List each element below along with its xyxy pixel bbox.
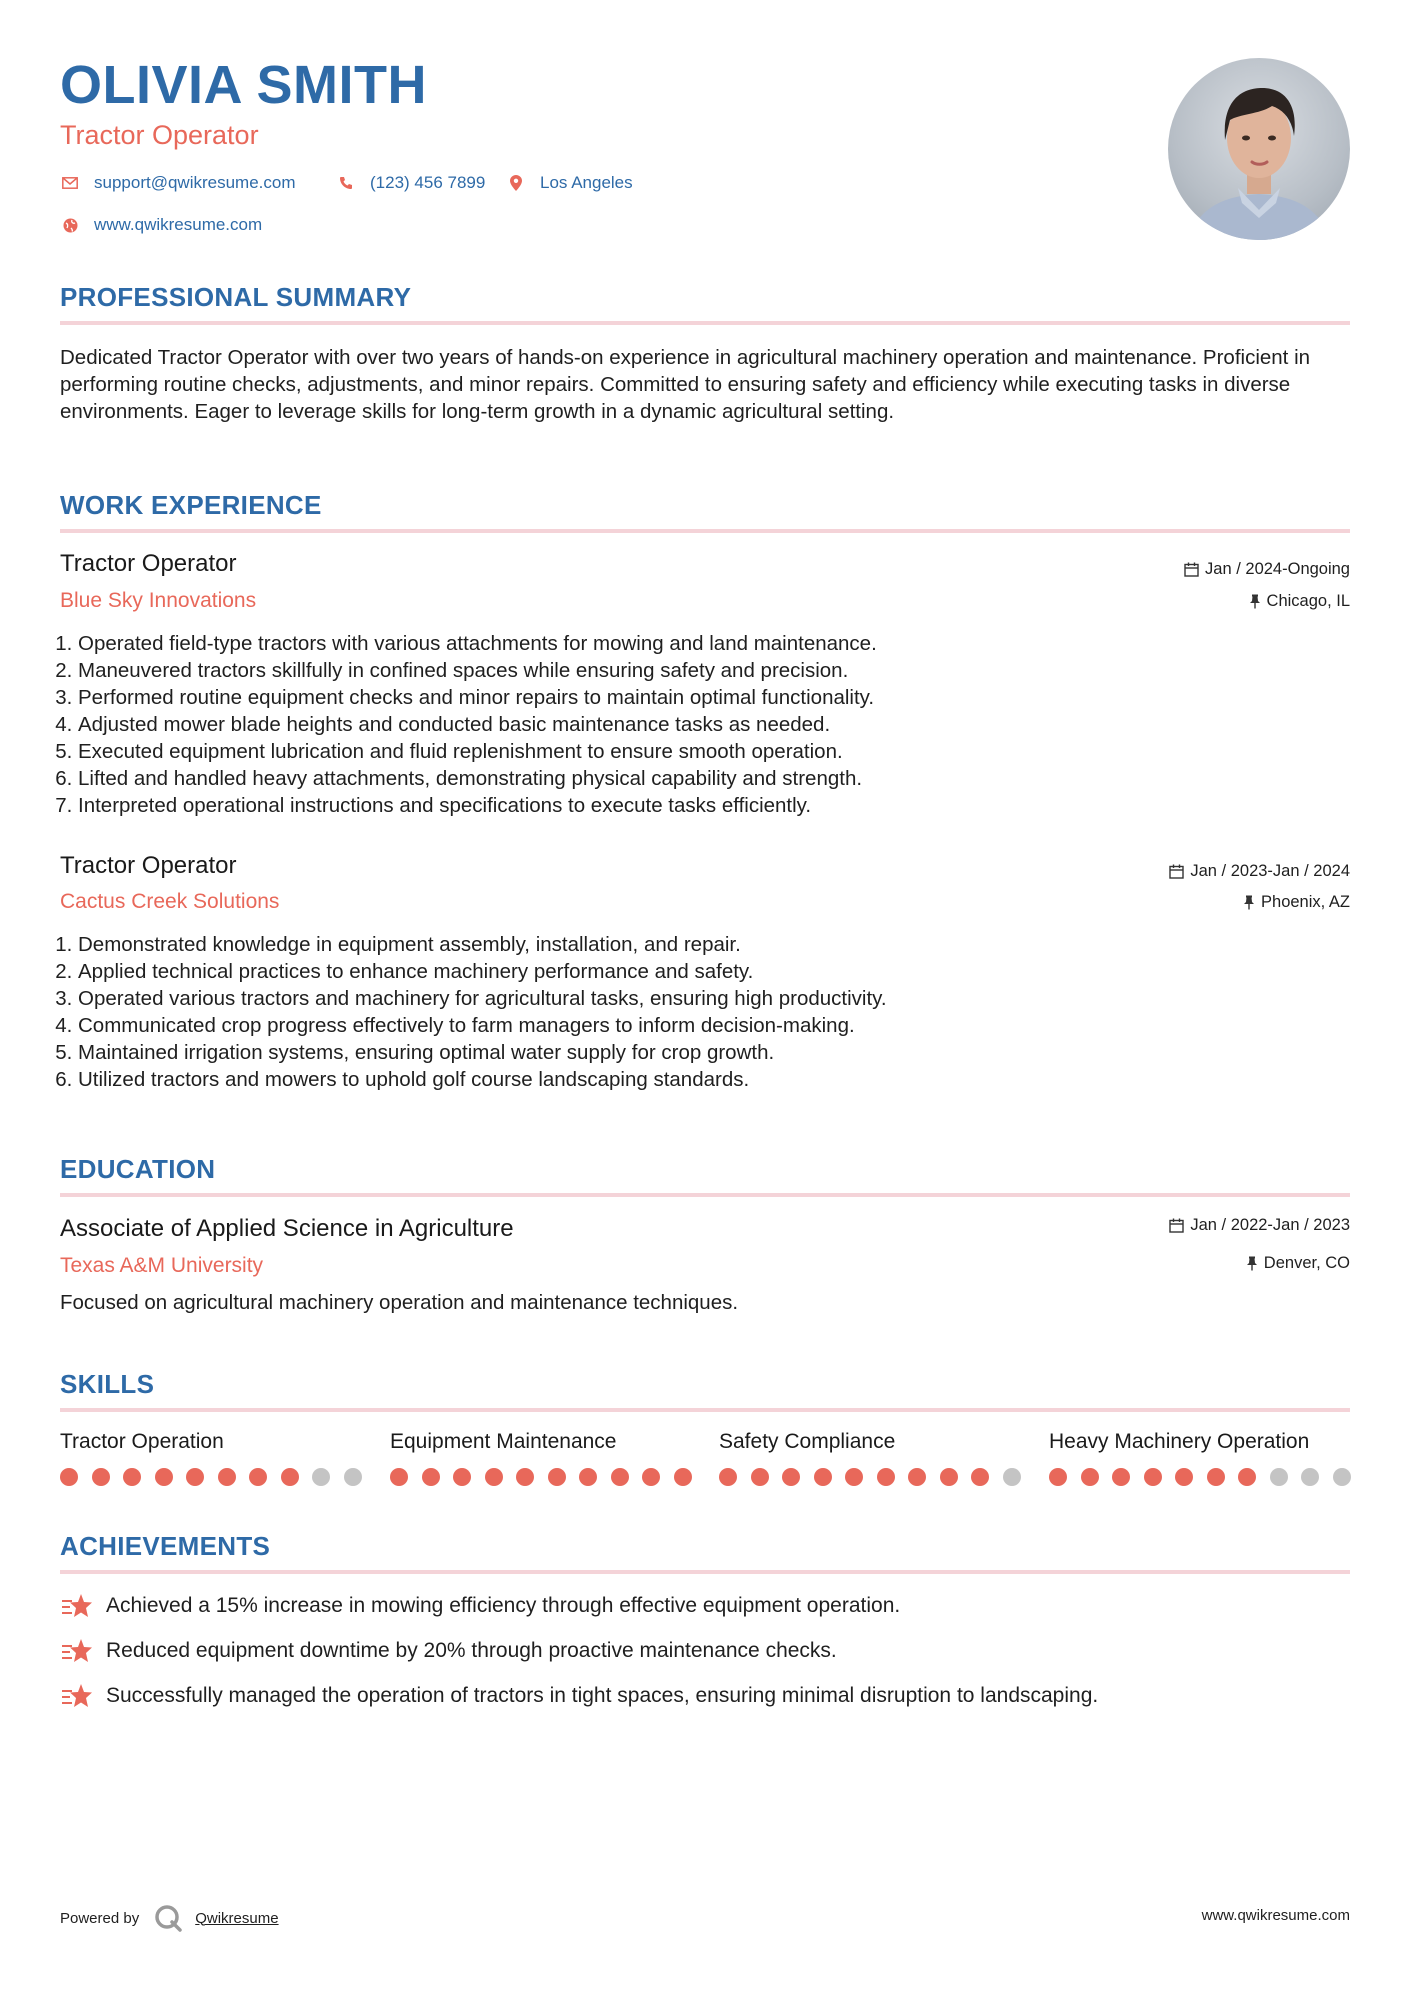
rating-dot-filled (281, 1468, 299, 1486)
phone-text: (123) 456 7899 (370, 173, 486, 192)
achievement-text: Reduced equipment downtime by 20% through proactive maintenance checks. (106, 1639, 837, 1662)
calendar-icon (1184, 562, 1199, 577)
education-degree: Associate of Applied Science in Agriculture (60, 1215, 514, 1242)
globe-icon (60, 215, 80, 235)
list-item: 1. Operated field-type tractors with various attachments for mowing and land maintenance. (78, 630, 1278, 657)
rating-dot-filled (1175, 1468, 1193, 1486)
list-item: 6. Utilized tractors and mowers to uphold golf course landscaping standards. (78, 1066, 1278, 1093)
achievement-text: Achieved a 15% increase in mowing efficiency through effective equipment operation. (106, 1594, 901, 1617)
calendar-icon (1169, 1218, 1184, 1233)
list-item: 4. Communicated crop progress effectively to farm managers to inform decision-making. (78, 1012, 1278, 1039)
list-item: 5. Maintained irrigation systems, ensuring optimal water supply for crop growth. (78, 1039, 1278, 1066)
job-duties-list (60, 931, 1278, 1093)
email-text: support@qwikresume.com (94, 173, 296, 192)
skill-name: Safety Compliance (719, 1430, 896, 1453)
rating-dot-empty (312, 1468, 330, 1486)
skill-name: Equipment Maintenance (390, 1430, 617, 1453)
candidate-role: Tractor Operator (60, 120, 259, 150)
rating-dot-filled (390, 1468, 408, 1486)
job-company: Cactus Creek Solutions (60, 890, 280, 913)
rating-dot-empty (1003, 1468, 1021, 1486)
rating-dot-empty (1333, 1468, 1351, 1486)
rating-dot-filled (751, 1468, 769, 1486)
map-pin-icon (506, 173, 526, 193)
rating-dot-empty (1301, 1468, 1319, 1486)
rating-dot-filled (719, 1468, 737, 1486)
list-item: 2. Applied technical practices to enhance machinery performance and safety. (78, 958, 1278, 985)
rating-dot-filled (611, 1468, 629, 1486)
candidate-name: OLIVIA SMITH (60, 55, 427, 115)
location-text: Los Angeles (540, 173, 633, 192)
rating-dot-filled (940, 1468, 958, 1486)
rating-dot-filled (782, 1468, 800, 1486)
pushpin-icon (1249, 594, 1261, 609)
skills-heading: SKILLS (60, 1369, 155, 1399)
job-date-text: Jan / 2023-Jan / 2024 (1190, 862, 1350, 880)
rating-dot-filled (92, 1468, 110, 1486)
job-date (1184, 560, 1350, 579)
rating-dot-filled (579, 1468, 597, 1486)
list-item: 3. Performed routine equipment checks and minor repairs to maintain optimal functionality. (78, 684, 1278, 711)
achievement-item (60, 1636, 837, 1666)
rating-dot-filled (485, 1468, 503, 1486)
experience-divider (60, 529, 1350, 533)
summary-divider (60, 321, 1350, 325)
rating-dot-filled (516, 1468, 534, 1486)
job-location-text: Phoenix, AZ (1261, 893, 1350, 911)
rating-dot-filled (642, 1468, 660, 1486)
rating-dot-filled (908, 1468, 926, 1486)
job-location (1243, 893, 1350, 912)
rating-dot-filled (249, 1468, 267, 1486)
achievements-divider (60, 1570, 1350, 1574)
phone-icon (336, 173, 356, 193)
contact-location (506, 173, 633, 193)
skills-divider (60, 1408, 1350, 1412)
rating-dot-filled (1144, 1468, 1162, 1486)
education-heading: EDUCATION (60, 1154, 216, 1184)
skill-rating (719, 1468, 1034, 1486)
education-divider (60, 1193, 1350, 1197)
rating-dot-filled (453, 1468, 471, 1486)
rating-dot-filled (422, 1468, 440, 1486)
calendar-icon (1169, 864, 1184, 879)
achievement-item (60, 1591, 900, 1621)
education-date (1169, 1216, 1350, 1235)
rating-dot-filled (548, 1468, 566, 1486)
list-item: 4. Adjusted mower blade heights and conducted basic maintenance tasks as needed. (78, 711, 1278, 738)
achievement-text: Successfully managed the operation of tractors in tight spaces, ensuring minimal disruption to landscaping. (106, 1684, 1099, 1707)
education-description: Focused on agricultural machinery operation and maintenance techniques. (60, 1291, 739, 1314)
profile-photo (1168, 58, 1350, 240)
skill-name: Tractor Operation (60, 1430, 224, 1453)
rating-dot-filled (877, 1468, 895, 1486)
rating-dot-filled (845, 1468, 863, 1486)
pushpin-icon (1243, 895, 1255, 910)
list-item: 6. Lifted and handled heavy attachments, demonstrating physical capability and strength. (78, 765, 1278, 792)
footer-url[interactable]: www.qwikresume.com (1201, 1907, 1350, 1924)
rating-dot-filled (814, 1468, 832, 1486)
rating-dot-filled (186, 1468, 204, 1486)
job-company: Blue Sky Innovations (60, 589, 257, 612)
list-item: 7. Interpreted operational instructions and specifications to execute tasks efficiently. (78, 792, 1278, 819)
list-item: 3. Operated various tractors and machinery for agricultural tasks, ensuring high productivity. (78, 985, 1278, 1012)
website-text: www.qwikresume.com (94, 215, 263, 234)
rating-dot-filled (123, 1468, 141, 1486)
summary-heading: PROFESSIONAL SUMMARY (60, 282, 412, 312)
rating-dot-empty (1270, 1468, 1288, 1486)
qwikresume-logo-icon (153, 1903, 183, 1933)
shooting-star-icon (60, 1636, 94, 1666)
job-duties-list (60, 630, 1278, 819)
rating-dot-filled (60, 1468, 78, 1486)
contact-website[interactable] (60, 215, 262, 235)
rating-dot-filled (218, 1468, 236, 1486)
rating-dot-filled (1238, 1468, 1256, 1486)
achievement-item (60, 1681, 1098, 1711)
rating-dot-filled (971, 1468, 989, 1486)
powered-by-label: Powered by (60, 1909, 140, 1927)
contact-email[interactable] (60, 173, 296, 193)
experience-heading: WORK EXPERIENCE (60, 490, 322, 520)
rating-dot-filled (674, 1468, 692, 1486)
envelope-icon (60, 173, 80, 193)
shooting-star-icon (60, 1591, 94, 1621)
skill-rating (60, 1468, 375, 1486)
job-title: Tractor Operator (60, 550, 237, 577)
rating-dot-filled (1207, 1468, 1225, 1486)
skill-rating (1049, 1468, 1364, 1486)
skill-rating (390, 1468, 705, 1486)
job-date (1169, 862, 1350, 881)
summary-text: Dedicated Tractor Operator with over two years of hands-on experience in agricultural machinery operation and maintenance. Proficient in performing routine checks, adjustments, and minor repairs. Committed to ensuring safety and efficiency while executing tasks in diverse environments. Eager to leverage skills for long-term growth in a dynamic agricultural setting. (60, 346, 1311, 423)
pushpin-icon (1246, 1256, 1258, 1271)
job-location (1249, 592, 1350, 611)
rating-dot-empty (344, 1468, 362, 1486)
rating-dot-filled (1049, 1468, 1067, 1486)
shooting-star-icon (60, 1681, 94, 1711)
job-location-text: Chicago, IL (1266, 592, 1350, 610)
education-location (1246, 1254, 1350, 1273)
education-school: Texas A&M University (60, 1254, 264, 1277)
skill-name: Heavy Machinery Operation (1049, 1430, 1310, 1453)
achievements-heading: ACHIEVEMENTS (60, 1531, 271, 1561)
rating-dot-filled (155, 1468, 173, 1486)
qwikresume-link[interactable]: Qwikresume (195, 1909, 279, 1927)
rating-dot-filled (1081, 1468, 1099, 1486)
footer-powered-by (60, 1903, 279, 1933)
contact-phone[interactable] (336, 173, 485, 193)
list-item: 1. Demonstrated knowledge in equipment assembly, installation, and repair. (78, 931, 1278, 958)
rating-dot-filled (1112, 1468, 1130, 1486)
job-title: Tractor Operator (60, 852, 237, 879)
list-item: 5. Executed equipment lubrication and fluid replenishment to ensure smooth operation. (78, 738, 1278, 765)
education-location-text: Denver, CO (1263, 1254, 1350, 1272)
job-date-text: Jan / 2024-Ongoing (1205, 560, 1350, 578)
list-item: 2. Maneuvered tractors skillfully in confined spaces while ensuring safety and precision. (78, 657, 1278, 684)
education-date-text: Jan / 2022-Jan / 2023 (1190, 1216, 1350, 1234)
